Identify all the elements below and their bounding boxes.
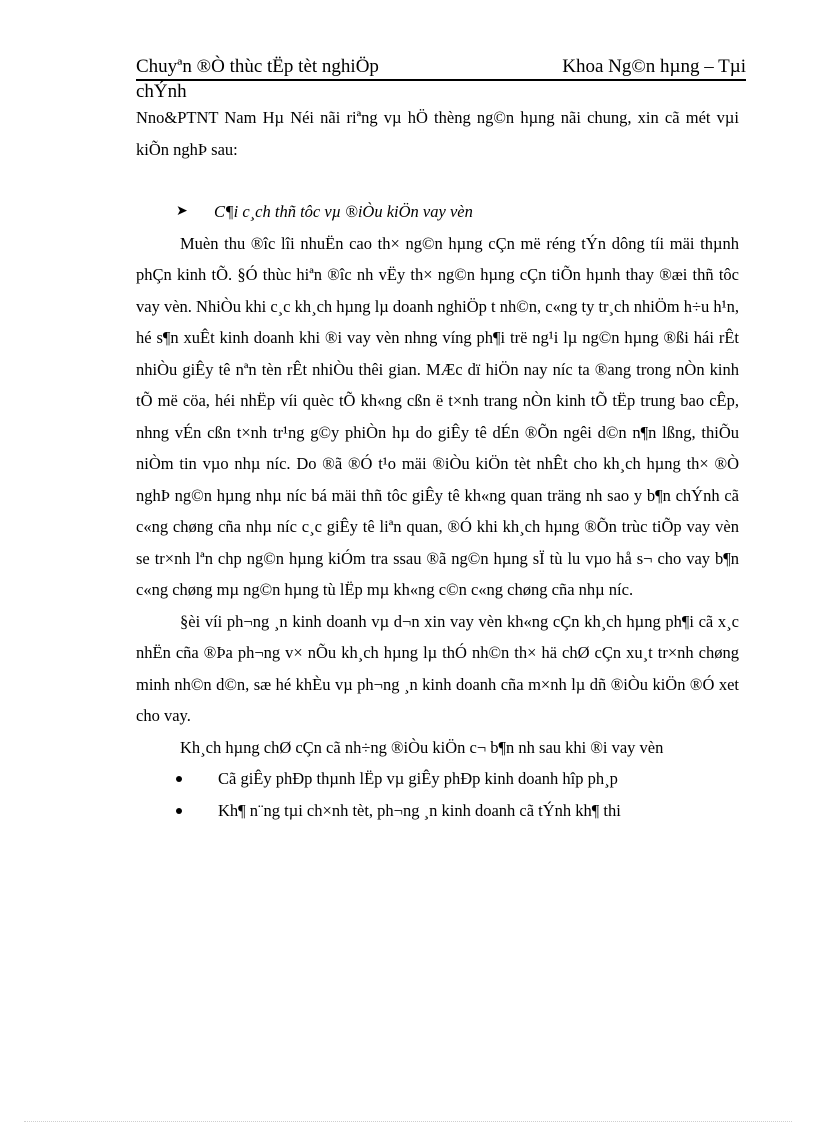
paragraph-conditions: Kh¸ch hµng chØ cÇn cã nh÷ng ®iÒu kiÖn c¬ b¶n nh sau khi ®i vay vèn	[180, 737, 664, 757]
header-left-title: Chuyªn ®Ò thùc tËp tèt nghiÖp	[136, 56, 379, 77]
bullet-icon	[176, 776, 182, 782]
list-item	[136, 795, 739, 827]
subheading	[136, 196, 739, 228]
list-item-text: Cã giÊy phÐp thµnh lËp vµ giÊy phÐp kinh doanh hîp ph¸p	[218, 769, 618, 788]
header-continuation: chÝnh	[136, 81, 187, 102]
arrow-bullet-icon: ➤	[176, 204, 188, 219]
paragraph-procedures: Muèn thu ®îc lîi nhuËn cao th× ng©n hµng cÇn më réng tÝn dông tíi mäi thµnh phÇn kinh tÕ. §Ó thùc hiªn ®îc nh vËy th× ng©n hµng cÇn tiÕn hµnh thay ®æi thñ tôc vay vèn. NhiÒu khi c¸c kh¸ch hµng lµ doanh nghiÖp t nh©n, c«ng ty tr¸ch nhiÖm h÷u h¹n, hé s¶n xuÊt kinh doanh khi ®i vay vèn nhng víng ph¶i trë ng¹i lµ ng©n hµng ®ßi hái rÊt nhiÒu giÊy tê nªn tèn rÊt nhiÒu thêi gian. MÆc dï hiÖn nay níc ta ®ang trong nÒn kinh tÕ më cöa, héi nhËp víi quèc tÕ kh«ng cßn ë t×nh trang nÒn kinh tÕ tËp trung bao cÊp, nhng vÉn cßn t×nh tr¹ng g©y phiÒn hµ do giÊy tê dÉn ®Õn ngêi d©n n¶n lßng, thiÕu niÒm tin vµo nhµ níc. Do ®ã ®Ó t¹o mäi ®iÒu kiÖn tèt nhÊt cho kh¸ch hµng th× ®Ò nghÞ ng©n hµng nhµ níc bá mäi thñ tôc giÊy tê kh«ng quan träng nh sao y b¶n chÝnh cã c«ng chøng cña nhµ níc c¸c giÊy tê liªn quan, ®Ó khi kh¸ch hµng ®Õn trùc tiÕp vay vèn se tr×nh lªn chp ng©n hµng kiÓm tra ssau ®ã ng©n hµng sÏ tù lu vµo hå s¬ cho vay b¶n c«ng chøng mµ ng©n hµng tù lËp mµ kh«ng c©n c«ng chøng cña nhµ níc.	[136, 233, 739, 599]
subheading-text: C¶i c¸ch thñ tôc vµ ®iÒu kiÖn vay vèn	[214, 202, 473, 221]
running-header	[136, 55, 746, 81]
spacer	[136, 165, 739, 196]
paragraph-business-plan: §èi víi ph¬ng ¸n kinh doanh vµ d¬n xin vay vèn kh«ng cÇn kh¸ch hµng ph¶i cã x¸c nhËn cña ®Þa ph¬ng v× nÕu kh¸ch hµng lµ thÓ nh©n th× hä chØ cÇn xu¸t tr×nh chøng minh nh©n d©n, sæ hé khÈu vµ ph¬ng ¸n kinh doanh cña m×nh lµ dñ ®iÒu kiÖn ®Ó xet cho vay.	[136, 611, 739, 725]
paragraph-intro: Nno&PTNT Nam Hµ Néi nãi riªng vµ hÖ thèng ng©n hµng nãi chung, xin cã mét vµi kiÕn nghÞ sau:	[136, 108, 739, 159]
header-right-faculty: Khoa Ng©n hµng – Tµi	[562, 56, 746, 77]
page-bottom-rule	[24, 1121, 792, 1122]
list-item-text: Kh¶ n¨ng tµi ch×nh tèt, ph¬ng ¸n kinh doanh cã tÝnh kh¶ thi	[218, 800, 621, 820]
body-text	[136, 102, 739, 826]
bullet-icon	[176, 808, 182, 814]
list-item	[136, 763, 739, 795]
